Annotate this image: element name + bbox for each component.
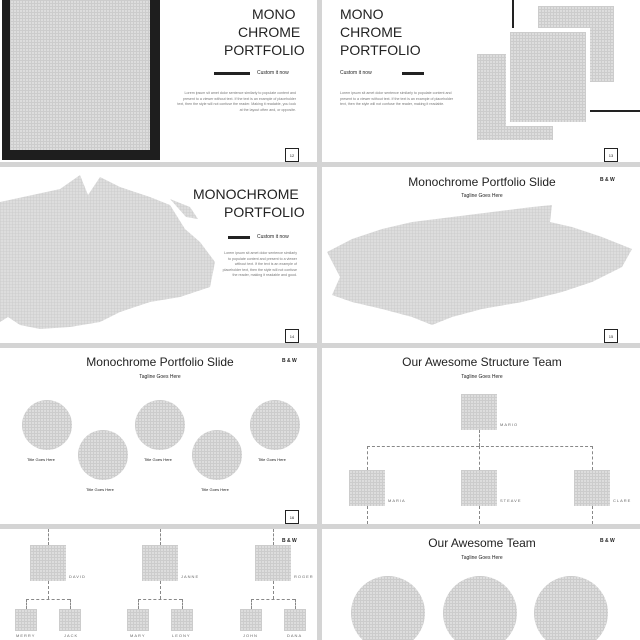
slide-org-chart[interactable] [322, 348, 640, 524]
member-photo [59, 609, 81, 631]
team-photo-circle [351, 576, 425, 640]
team-photo-circle [135, 400, 185, 450]
connector-line [251, 599, 295, 600]
member-name: MERRY [16, 633, 36, 638]
slide-subtitle: Custom it now [257, 234, 289, 240]
photo-caption: Title Goes Here [86, 487, 114, 492]
member-photo [461, 394, 497, 430]
bw-label: B & W [282, 358, 297, 364]
photo-caption: Title Goes Here [27, 457, 55, 462]
member-photo [15, 609, 37, 631]
member-name: MARIO [500, 422, 519, 427]
member-name: JACK [64, 633, 79, 638]
connector-line [295, 599, 296, 609]
team-photo-circle [22, 400, 72, 450]
member-name: LEONY [172, 633, 191, 638]
bw-label: B & W [600, 538, 615, 544]
slide-body-text: Lorem ipsum sit amet dolor sentence similarly to populate content and present to a viewer without text. If the text is an example of placeholder text, then the style will not confuse the reader, making it readable. [340, 91, 454, 107]
page-number: 14 [285, 329, 299, 343]
page-number: 12 [285, 148, 299, 162]
brush-stroke-image [0, 167, 220, 343]
member-name: JANNE [181, 574, 200, 579]
bw-label: B & W [282, 538, 297, 544]
member-name: ROGER [294, 574, 314, 579]
slide-tagline: Tagline Goes Here [461, 555, 503, 561]
slide-title-line: CHROME [340, 24, 403, 40]
slide-title-line: MONOCHROME [193, 186, 299, 202]
member-name: MARIA [388, 498, 406, 503]
photo-placeholder [506, 28, 590, 126]
member-photo [127, 609, 149, 631]
connector-line [367, 446, 368, 470]
member-name: DAVID [69, 574, 86, 579]
connector-line [138, 599, 139, 609]
connector-line [26, 599, 27, 609]
member-photo [30, 545, 66, 581]
page-number: 13 [604, 148, 618, 162]
slide-title-line: PORTFOLIO [224, 204, 305, 220]
slide-tagline: Tagline Goes Here [461, 374, 503, 380]
connector-line [160, 529, 161, 545]
member-photo [142, 545, 178, 581]
photo-caption: Title Goes Here [144, 457, 172, 462]
photo-caption: Title Goes Here [258, 457, 286, 462]
slide-title: Our Awesome Structure Team [402, 355, 562, 369]
slide-title-line: CHROME [238, 24, 301, 40]
team-photo-circle [534, 576, 608, 640]
team-photo-circle [250, 400, 300, 450]
connector-line [48, 529, 49, 545]
slide-title-line: MONO [252, 6, 296, 22]
connector-line [479, 506, 480, 524]
slide-title: Monochrome Portfolio Slide [408, 175, 556, 189]
connector-line [592, 446, 593, 470]
slide-16[interactable] [0, 348, 317, 524]
page-number: 15 [604, 329, 618, 343]
connector-line [479, 446, 480, 470]
connector-line [160, 581, 161, 599]
connector-line [182, 599, 183, 609]
slide-awesome-team[interactable] [322, 529, 640, 640]
slide-subtitle: Custom it now [257, 70, 289, 76]
connector-line [367, 506, 368, 524]
slide-title-line: PORTFOLIO [224, 42, 305, 58]
connector-line [251, 599, 252, 609]
team-photo-circle [443, 576, 517, 640]
slide-tagline: Tagline Goes Here [139, 374, 181, 380]
accent-bar [214, 72, 250, 75]
slide-title: Our Awesome Team [428, 536, 536, 550]
member-name: DANA [287, 633, 303, 638]
slide-team-tree[interactable] [0, 529, 317, 640]
member-photo [240, 609, 262, 631]
slide-13[interactable] [322, 0, 640, 162]
connector-line [273, 581, 274, 599]
member-photo [171, 609, 193, 631]
member-photo [461, 470, 497, 506]
member-name: STEAVE [500, 498, 522, 503]
brush-stroke-image [322, 167, 640, 343]
member-photo [284, 609, 306, 631]
slide-12[interactable] [0, 0, 317, 162]
member-photo [255, 545, 291, 581]
photo-placeholder [10, 0, 150, 150]
slide-14[interactable] [0, 167, 317, 343]
member-name: MARY [130, 633, 146, 638]
accent-bar [228, 236, 250, 239]
slide-title-line: MONO [340, 6, 384, 22]
connector-line [592, 506, 593, 524]
member-name: JOHN [243, 633, 258, 638]
photo-caption: Title Goes Here [201, 487, 229, 492]
slide-15[interactable] [322, 167, 640, 343]
slide-tagline: Tagline Goes Here [461, 193, 503, 199]
page-number: 16 [285, 510, 299, 524]
connector-line [138, 599, 182, 600]
connector-line [367, 446, 593, 447]
slide-subtitle: Custom it now [340, 70, 372, 76]
member-photo [349, 470, 385, 506]
member-name: CLARE [613, 498, 632, 503]
connector-line [479, 430, 480, 446]
connector-line [26, 599, 70, 600]
connector-line [48, 581, 49, 599]
slide-title-line: PORTFOLIO [340, 42, 421, 58]
slide-body-text: Lorem ipsum sit amet dolor sentence similarly to populate content and present to a viewer without text. If the text is an example of placeholder text, then the style will not confuse the reader. Making it readable, you look at the layout often and, or opposite. [177, 91, 296, 112]
connector-line [70, 599, 71, 609]
bw-label: B & W [600, 177, 615, 183]
accent-bar [402, 72, 424, 75]
connector-line [273, 529, 274, 545]
team-photo-circle [78, 430, 128, 480]
team-photo-circle [192, 430, 242, 480]
member-photo [574, 470, 610, 506]
slide-body-text: Lorem ipsum sit amet dolor sentence similarly to populate content and present to a viewer without text. If the text is an example of placeholder text, then the style will not confuse the reader, making it readable and good. [222, 251, 297, 278]
slide-title: Monochrome Portfolio Slide [86, 355, 234, 369]
